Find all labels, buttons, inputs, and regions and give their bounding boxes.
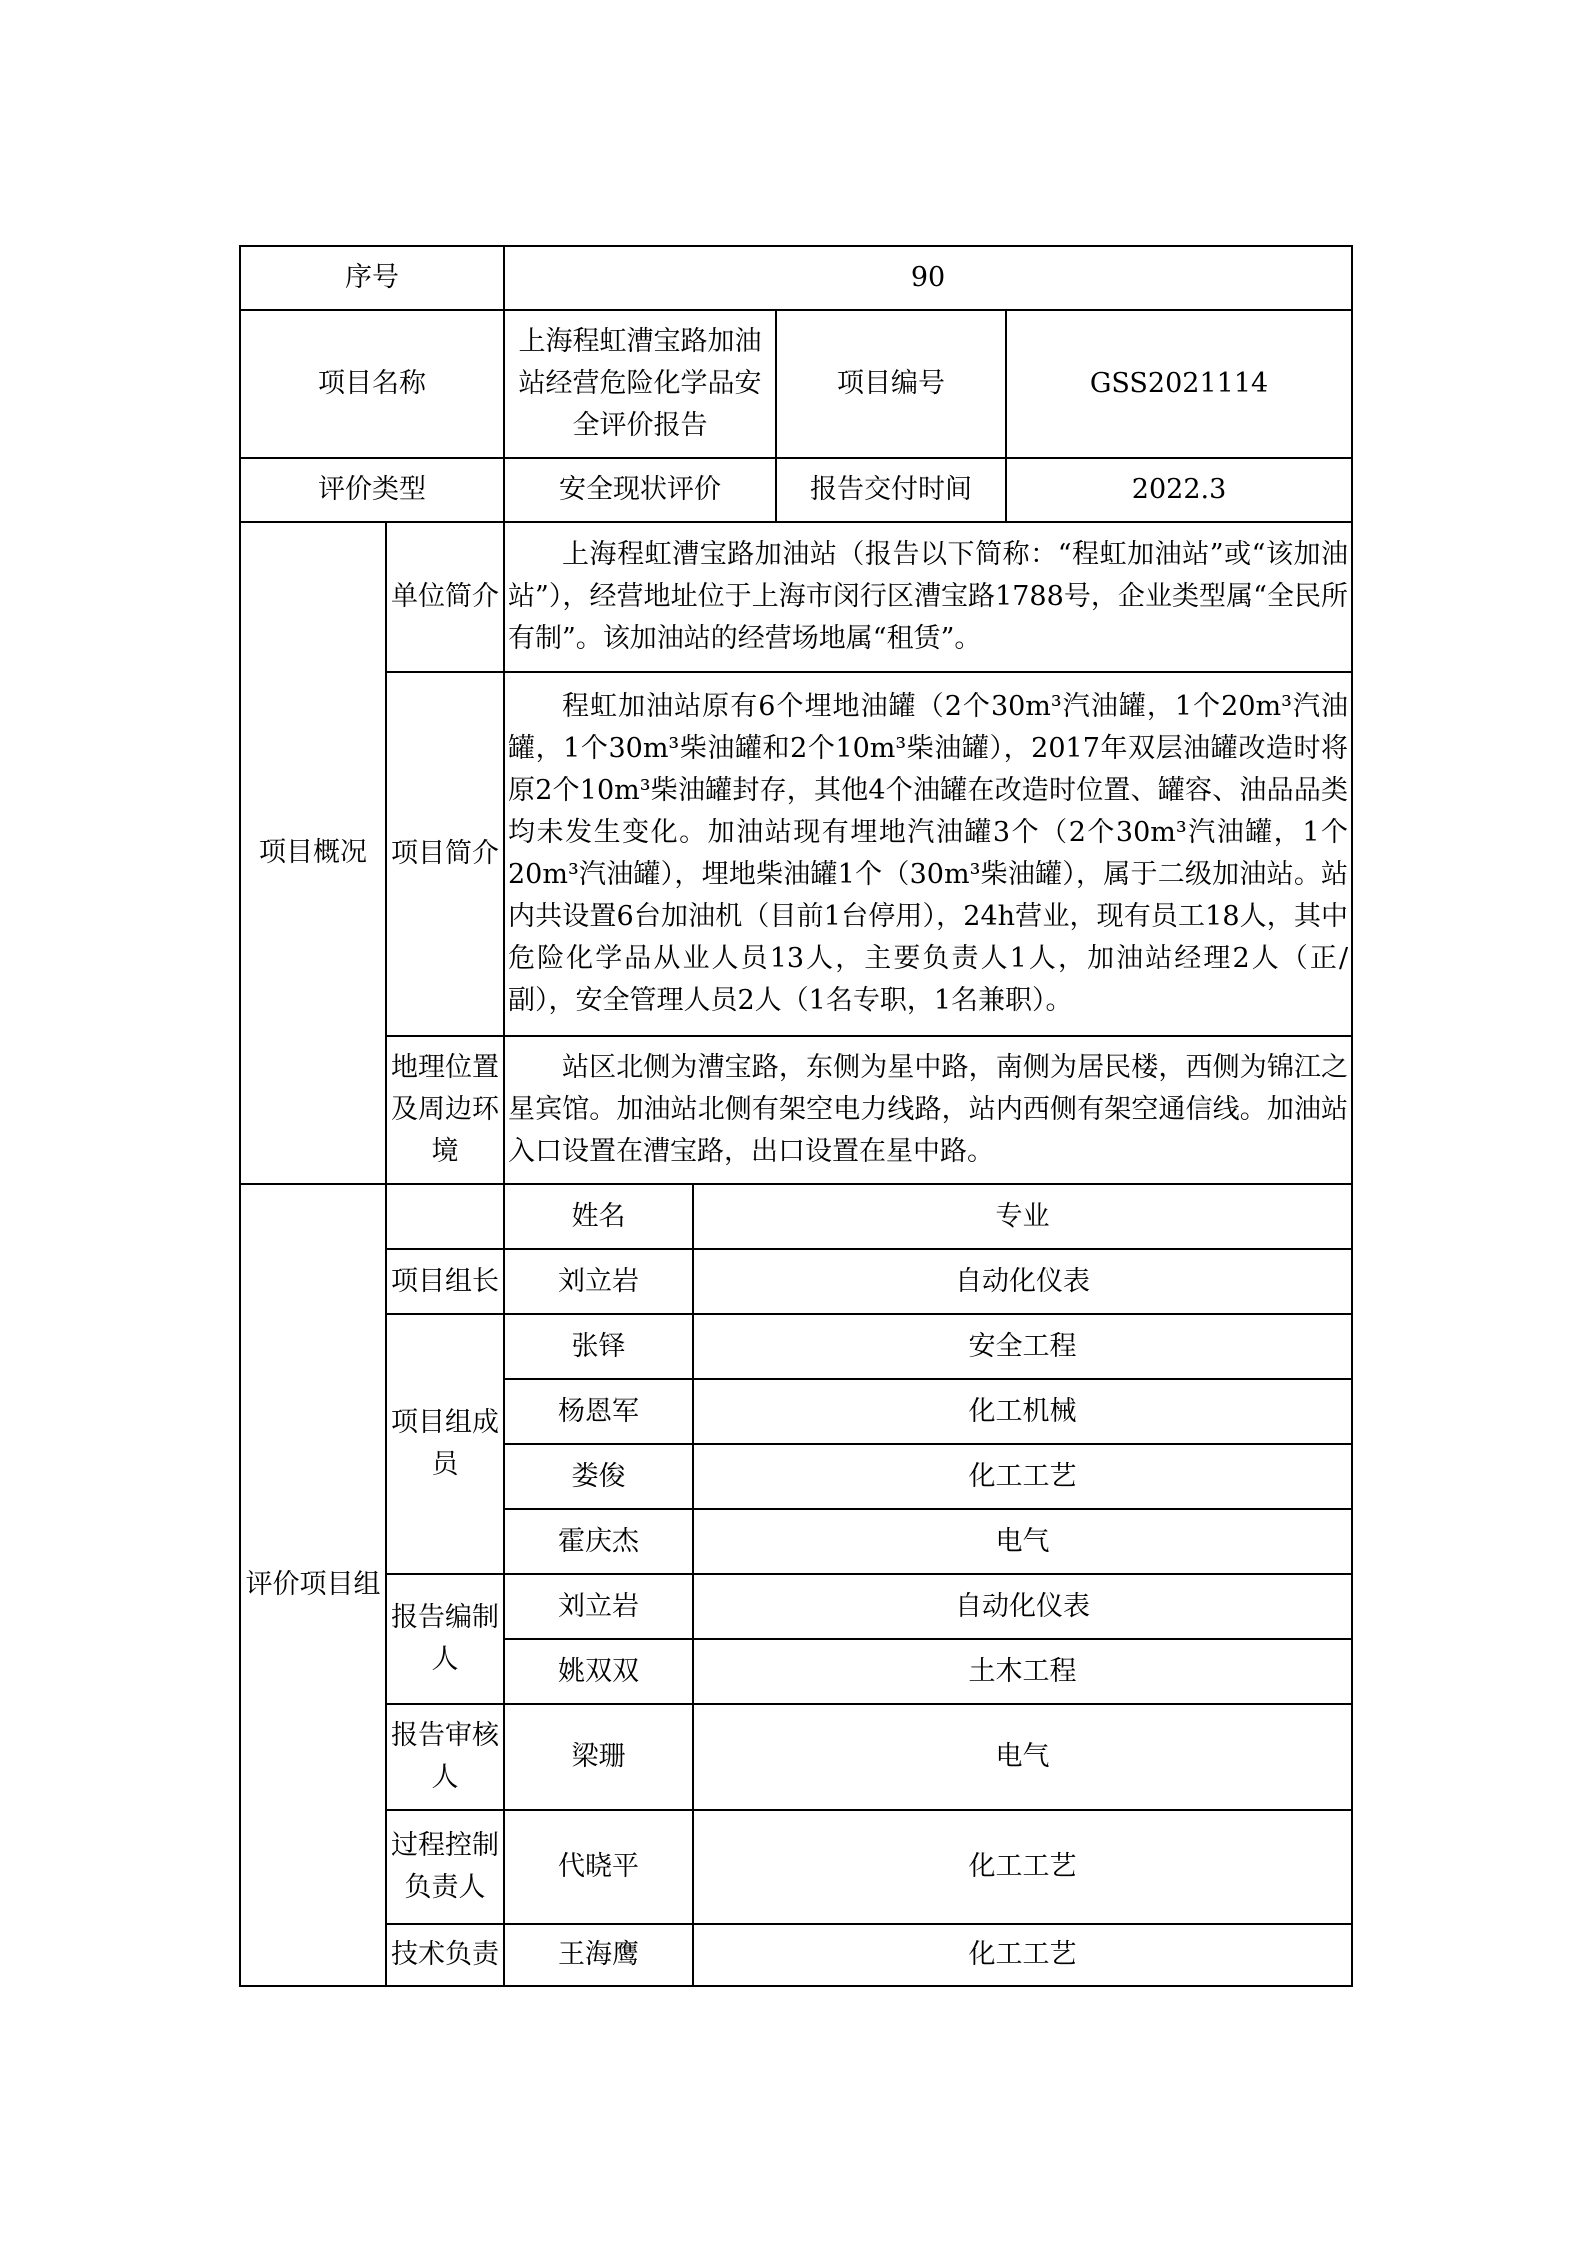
tech-label: 技术负责 [386, 1924, 504, 1986]
unit-intro-label: 单位简介 [386, 522, 504, 672]
col-name-header: 姓名 [504, 1184, 693, 1249]
leader-name: 刘立岩 [504, 1249, 693, 1314]
unit-intro-text [504, 522, 1352, 672]
overview-label: 项目概况 [240, 522, 386, 1184]
process-name: 代晓平 [504, 1810, 693, 1924]
row-eval-type [240, 458, 1352, 522]
row-reviewer [240, 1704, 1352, 1810]
row-author-1 [240, 1574, 1352, 1639]
row-unit-intro [240, 522, 1352, 672]
process-label: 过程控制负责人 [386, 1810, 504, 1924]
geo-text [504, 1036, 1352, 1184]
process-major: 化工工艺 [693, 1810, 1352, 1924]
row-geo [240, 1036, 1352, 1184]
author-1-major: 自动化仪表 [693, 1574, 1352, 1639]
col-major-header: 专业 [693, 1184, 1352, 1249]
project-info-table [239, 245, 1353, 1987]
reviewer-major: 电气 [693, 1704, 1352, 1810]
row-process [240, 1810, 1352, 1924]
unit-intro-paragraph: 上海程虹漕宝路加油站（报告以下简称：“程虹加油站”或“该加油站”），经营地址位于上海市闵行区漕宝路1788号，企业类型属“全民所有制”。该加油站的经营场地属“租赁”。 [508, 539, 1349, 654]
reviewer-name: 梁珊 [504, 1704, 693, 1810]
author-2-major: 土木工程 [693, 1639, 1352, 1704]
reviewer-label: 报告审核人 [386, 1704, 504, 1810]
project-code-value: GSS2021114 [1006, 310, 1352, 458]
geo-paragraph: 站区北侧为漕宝路，东侧为星中路，南侧为居民楼，西侧为锦江之星宾馆。加油站北侧有架空电力线路，站内西侧有架空通信线。加油站入口设置在漕宝路，出口设置在星中路。 [508, 1052, 1349, 1167]
member-3-major: 化工工艺 [693, 1444, 1352, 1509]
row-leader [240, 1249, 1352, 1314]
team-header-blank [386, 1184, 504, 1249]
row-tech [240, 1924, 1352, 1986]
row-project-intro [240, 672, 1352, 1036]
tech-major: 化工工艺 [693, 1924, 1352, 1986]
project-name-value: 上海程虹漕宝路加油站经营危险化学品安全评价报告 [504, 310, 776, 458]
member-3-name: 娄俊 [504, 1444, 693, 1509]
team-label: 评价项目组 [240, 1184, 386, 1986]
project-intro-text [504, 672, 1352, 1036]
project-code-label: 项目编号 [776, 310, 1006, 458]
author-1-name: 刘立岩 [504, 1574, 693, 1639]
eval-type-label: 评价类型 [240, 458, 504, 522]
tech-name: 王海鹰 [504, 1924, 693, 1986]
leader-major: 自动化仪表 [693, 1249, 1352, 1314]
author-label: 报告编制人 [386, 1574, 504, 1704]
author-2-name: 姚双双 [504, 1639, 693, 1704]
project-name-label: 项目名称 [240, 310, 504, 458]
member-2-name: 杨恩军 [504, 1379, 693, 1444]
project-intro-paragraph: 程虹加油站原有6个埋地油罐（2个30m³汽油罐，1个20m³汽油罐，1个30m³柴油罐和2个10m³柴油罐），2017年双层油罐改造时将原2个10m³柴油罐封存，其他4个油罐在改造时位置、罐容、油品品类均未发生变化。加油站现有埋地汽油罐3个（2个30m³汽油罐，1个20m³汽油罐），埋地柴油罐1个（30m³柴油罐），属于二级加油站。站内共设置6台加油机（目前1台停用），24h营业，现有员工18人，其中危险化学品从业人员13人，主要负责人1人，加油站经理2人（正/副），安全管理人员2人（1名专职，1名兼职）。 [508, 691, 1349, 1016]
member-2-major: 化工机械 [693, 1379, 1352, 1444]
seq-label: 序号 [240, 246, 504, 310]
project-intro-label: 项目简介 [386, 672, 504, 1036]
member-4-name: 霍庆杰 [504, 1509, 693, 1574]
row-project-name [240, 310, 1352, 458]
members-label: 项目组成员 [386, 1314, 504, 1574]
row-team-header [240, 1184, 1352, 1249]
member-1-name: 张铎 [504, 1314, 693, 1379]
row-member-1 [240, 1314, 1352, 1379]
row-seq [240, 246, 1352, 310]
member-4-major: 电气 [693, 1509, 1352, 1574]
delivery-value: 2022.3 [1006, 458, 1352, 522]
seq-value: 90 [504, 246, 1352, 310]
delivery-label: 报告交付时间 [776, 458, 1006, 522]
member-1-major: 安全工程 [693, 1314, 1352, 1379]
geo-label: 地理位置及周边环境 [386, 1036, 504, 1184]
leader-label: 项目组长 [386, 1249, 504, 1314]
eval-type-value: 安全现状评价 [504, 458, 776, 522]
